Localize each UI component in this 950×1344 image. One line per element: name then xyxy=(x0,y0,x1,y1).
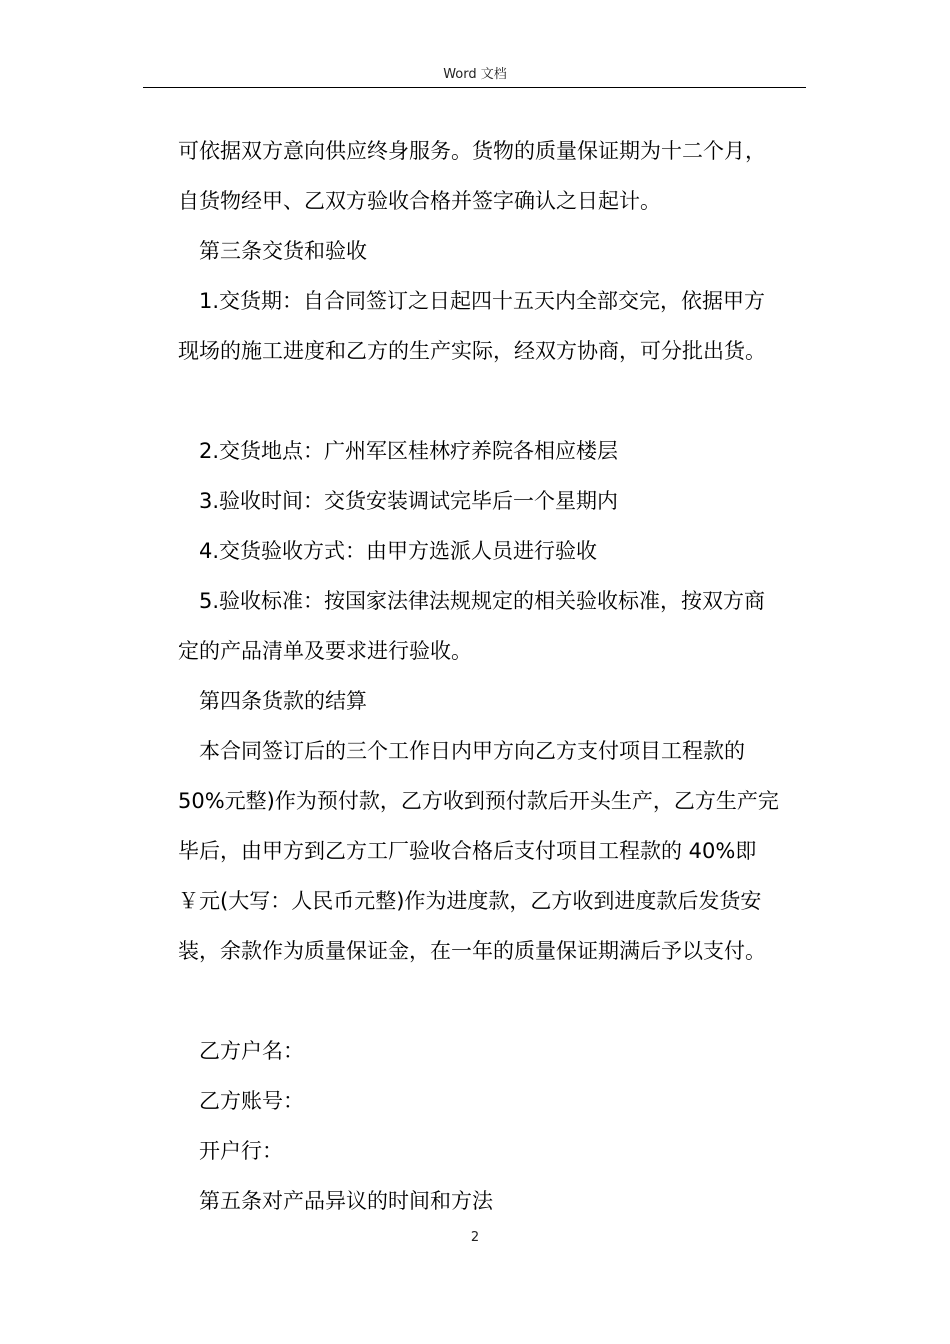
text-line: 装，余款作为质量保证金，在一年的质量保证期满后予以支付。 xyxy=(178,939,766,963)
page-number: 2 xyxy=(470,1230,480,1245)
text-line: ￥元(大写：人民币元整)作为进度款，乙方收到进度款后发货安 xyxy=(178,889,762,913)
section-heading: 第三条交货和验收 xyxy=(199,239,367,263)
text-line: 4.交货验收方式：由甲方选派人员进行验收 xyxy=(199,539,598,563)
text-line: 开户行： xyxy=(199,1139,283,1163)
text-line: 现场的施工进度和乙方的生产实际，经双方协商，可分批出货。 xyxy=(178,339,766,363)
text-line: 乙方账号： xyxy=(199,1089,304,1113)
text-line: 可依据双方意向供应终身服务。货物的质量保证期为十二个月， xyxy=(178,139,766,163)
text-line: 毕后，由甲方到乙方工厂验收合格后支付项目工程款的 40%即 xyxy=(178,839,757,863)
text-line: 50%元整)作为预付款，乙方收到预付款后开头生产，乙方生产完 xyxy=(178,789,779,813)
text-line: 定的产品清单及要求进行验收。 xyxy=(178,639,472,663)
section-heading: 第四条货款的结算 xyxy=(199,689,367,713)
text-line: 3.验收时间：交货安装调试完毕后一个星期内 xyxy=(199,489,619,513)
header-divider xyxy=(143,87,806,88)
document-body xyxy=(178,126,808,1226)
text-line: 乙方户名： xyxy=(199,1039,304,1063)
text-line: 1.交货期：自合同签订之日起四十五天内全部交完，依据甲方 xyxy=(199,289,766,313)
blank-line xyxy=(178,376,808,426)
blank-line xyxy=(178,976,808,1026)
text-line: 2.交货地点：广州军区桂林疗养院各相应楼层 xyxy=(199,439,619,463)
text-line: 5.验收标准：按国家法律法规规定的相关验收标准，按双方商 xyxy=(199,589,766,613)
page-header-title: Word 文档 xyxy=(443,67,507,82)
text-line: 自货物经甲、乙双方验收合格并签字确认之日起计。 xyxy=(178,189,661,213)
section-heading: 第五条对产品异议的时间和方法 xyxy=(199,1189,493,1213)
text-line: 本合同签订后的三个工作日内甲方向乙方支付项目工程款的 xyxy=(199,739,745,763)
